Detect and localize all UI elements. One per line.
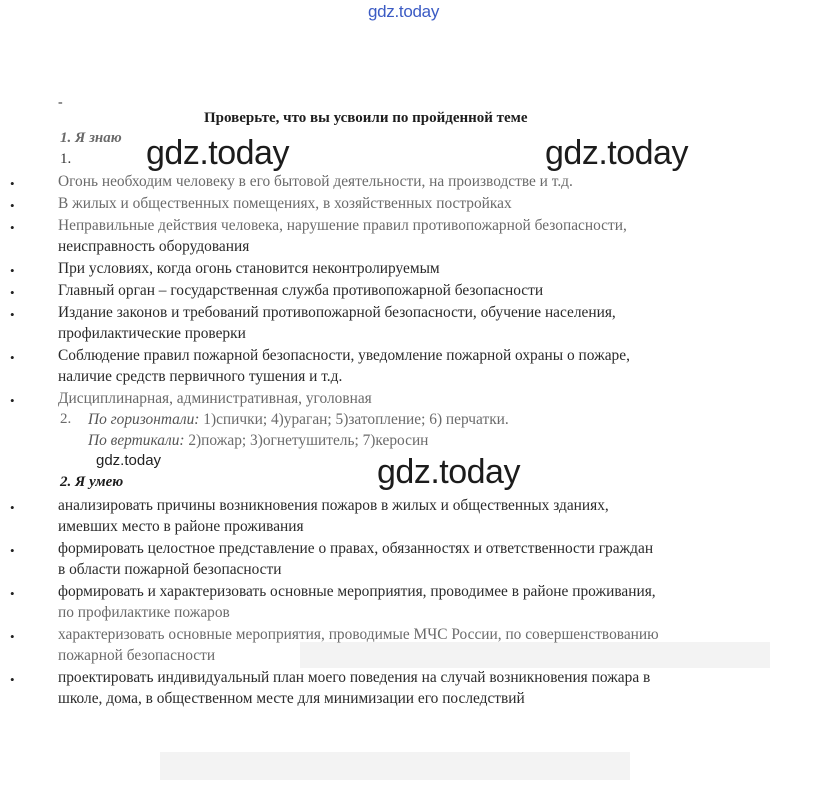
scan-artifact — [300, 642, 770, 668]
bullet-icon: • — [10, 263, 15, 278]
page-title: Проверьте, что вы усвоили по пройденной теме — [204, 110, 528, 126]
skill-line-continuation: пожарной безопасности — [58, 647, 216, 664]
bullet-icon: • — [10, 586, 15, 601]
answer-line: Неправильные действия человека, нарушение правил противопожарной безопасности, — [58, 217, 627, 234]
skill-line-continuation: в области пожарной безопасности — [58, 561, 282, 578]
crossword-horizontal-text: 1)спички; 4)ураган; 5)затопление; 6) перчатки. — [199, 411, 509, 428]
skill-line: анализировать причины возникновения пожаров в жилых и общественных зданиях, — [58, 497, 609, 514]
crossword-vertical — [88, 432, 428, 450]
crossword-vertical-text: 2)пожар; 3)огнетушитель; 7)керосин — [184, 432, 429, 449]
crossword-horizontal-label: По горизонтали: — [88, 411, 200, 428]
subsection-number-1: 1. — [60, 151, 72, 167]
bullet-icon: • — [10, 672, 15, 687]
watermark-text: gdz.today — [377, 453, 520, 491]
answer-line: При условиях, когда огонь становится неконтролируемым — [58, 260, 440, 277]
skill-line: формировать и характеризовать основные мероприятия, проводимее в районе проживания, — [58, 583, 656, 600]
watermark-text-small: gdz.today — [96, 452, 162, 469]
bullet-icon: • — [10, 176, 15, 191]
bullet-icon: • — [10, 285, 15, 300]
skill-line: формировать целостное представление о правах, обязанностях и ответственности граждан — [58, 540, 654, 557]
bullet-icon: • — [10, 500, 15, 515]
bullet-icon: • — [10, 220, 15, 235]
bullet-icon: • — [10, 307, 15, 322]
skill-line-continuation: школе, дома, в общественном месте для минимизации его последствий — [58, 690, 525, 707]
skill-line: проектировать индивидуальный план моего поведения на случай возникновения пожара в — [58, 669, 651, 686]
subsection-number-2: 2. — [60, 411, 72, 427]
bullet-icon: • — [10, 350, 15, 365]
site-logo[interactable]: gdz.today — [368, 2, 440, 21]
skill-line-continuation: имевших место в районе проживания — [58, 518, 304, 535]
bullet-icon: • — [10, 543, 15, 558]
scan-artifact — [160, 752, 630, 780]
section-heading-i-can: 2. Я умею — [60, 474, 124, 490]
crossword-vertical-label: По вертикали: — [88, 432, 185, 449]
answer-line-continuation: наличие средств первичного тушения и т.д. — [58, 368, 343, 385]
bullet-icon: • — [10, 393, 15, 408]
stray-dash: - — [58, 95, 63, 110]
bullet-icon: • — [10, 629, 15, 644]
crossword-horizontal — [88, 411, 509, 429]
section-heading-i-know: 1. Я знаю — [60, 130, 122, 146]
skill-line: характеризовать основные мероприятия, проводимые МЧС России, по совершенствованию — [58, 626, 659, 643]
answer-line: В жилых и общественных помещениях, в хозяйственных постройках — [58, 195, 512, 212]
answer-line: Издание законов и требований противопожарной безопасности, обучение населения, — [58, 304, 616, 321]
answer-line: Огонь необходим человеку в его бытовой деятельности, на производстве и т.д. — [58, 173, 573, 190]
watermark-text: gdz.today — [545, 134, 688, 172]
skill-line-continuation: по профилактике пожаров — [58, 604, 230, 621]
bullet-icon: • — [10, 198, 15, 213]
watermark-text: gdz.today — [146, 134, 289, 172]
answer-line: Главный орган – государственная служба противопожарной безопасности — [58, 282, 544, 299]
answer-line-continuation: профилактические проверки — [58, 325, 246, 342]
answer-line-continuation: неисправность оборудования — [58, 238, 250, 255]
answer-line: Соблюдение правил пожарной безопасности, уведомление пожарной охраны о пожаре, — [58, 347, 630, 364]
answer-line: Дисциплинарная, административная, уголовная — [58, 390, 372, 407]
